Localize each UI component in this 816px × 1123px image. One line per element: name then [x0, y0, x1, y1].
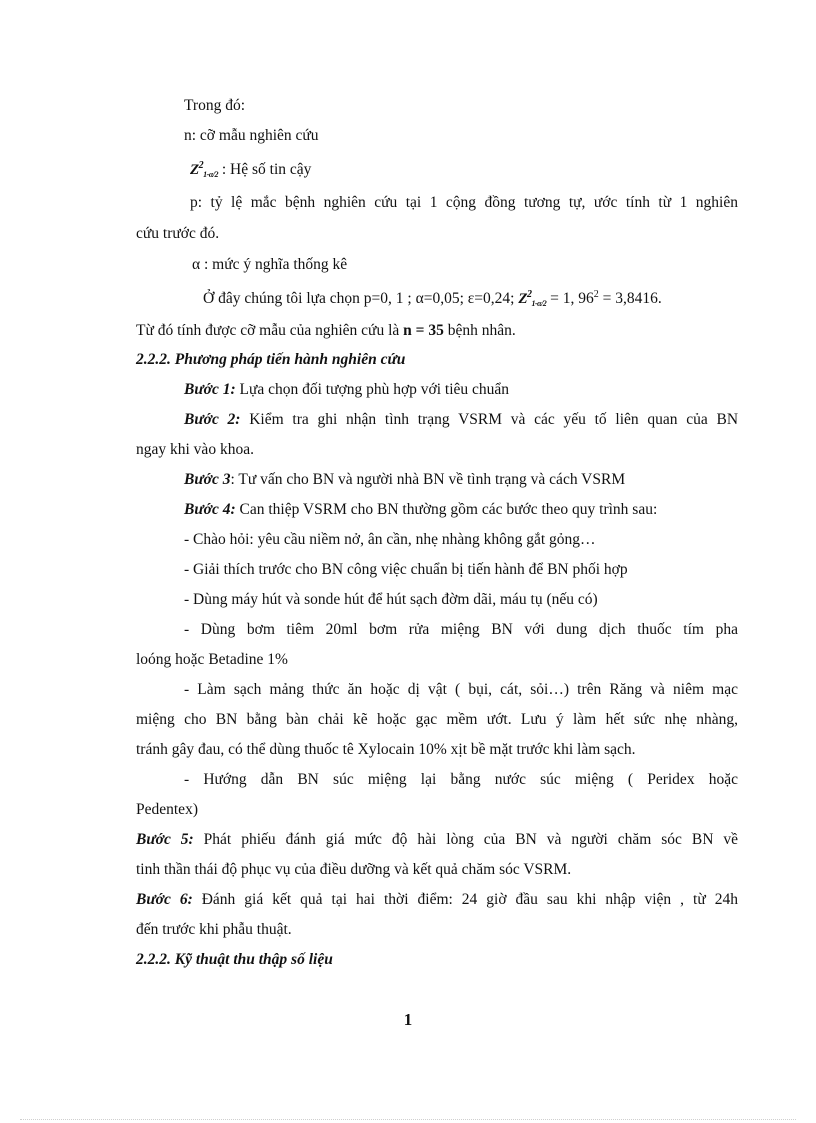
- section-heading-data-collection: 2.2.2. Kỹ thuật thu thập số liệu: [136, 951, 333, 968]
- step-2: Bước 2: Kiểm tra ghi nhận tình trạng VSRM và các yếu tố liên quan của BN: [184, 411, 739, 428]
- bullet-greeting: - Chào hỏi: yêu cầu niềm nở, ân cần, nhẹ nhàng không gắt gỏng…: [184, 531, 596, 548]
- sample-size-result: Từ đó tính được cỡ mẫu của nghiên cứu là n = 35 bệnh nhân.: [136, 322, 516, 339]
- z-formula: $Z^2_{1-\alpha/2}$: [190, 160, 218, 179]
- bullet-mouthwash: - Hướng dẫn BN súc miệng lại bằng nước súc miệng ( Peridex hoặc: [184, 771, 738, 788]
- page-number: 1: [403, 1010, 413, 1029]
- bullet-mouthwash-cont: Pedentex): [136, 801, 198, 818]
- step-2-cont: ngay khi vào khoa.: [136, 441, 254, 458]
- bullet-clean: - Làm sạch mảng thức ăn hoặc dị vật ( bụi, cát, sỏi…) trên Răng và niêm mạc: [184, 681, 738, 698]
- bullet-rinse: - Dùng bơm tiêm 20ml bơm rửa miệng BN với dung dịch thuốc tím pha: [184, 621, 738, 638]
- definition-p-cont: cứu trước đó.: [136, 225, 220, 242]
- bullet-clean-cont-1: miệng cho BN bằng bàn chải kẽ hoặc gạc mềm ướt. Lưu ý làm hết sức nhẹ nhàng,: [136, 711, 738, 728]
- step-3: Bước 3: Tư vấn cho BN và người nhà BN về tình trạng và cách VSRM: [184, 471, 626, 488]
- section-heading-method: 2.2.2. Phương pháp tiến hành nghiên cứu: [136, 351, 406, 368]
- step-1: Bước 1: Lựa chọn đối tượng phù hợp với tiêu chuẩn: [184, 381, 510, 398]
- bullet-rinse-cont: loóng hoặc Betadine 1%: [136, 651, 288, 668]
- z-formula-2: $Z^2_{1-\alpha/2}$: [518, 289, 547, 309]
- footer-divider: [20, 1119, 796, 1120]
- intro-text: Trong đó:: [184, 97, 246, 114]
- parameter-choice: Ở đây chúng tôi lựa chọn p=0, 1 ; α=0,05; ε=0,24; $Z^2_{1-\alpha/2} = 1$, $96^2 = 3,8416$.: [203, 289, 662, 309]
- bullet-clean-cont-2: tránh gây đau, có thể dùng thuốc tê Xylocain 10% xịt bề mặt trước khi làm sạch.: [136, 741, 636, 758]
- bullet-suction: - Dùng máy hút và sonde hút để hút sạch đờm dãi, máu tụ (nếu có): [184, 591, 598, 608]
- step-6: Bước 6: Đánh giá kết quả tại hai thời điểm: 24 giờ đầu sau khi nhập viện , từ 24h: [136, 891, 738, 908]
- step-5: Bước 5: Phát phiếu đánh giá mức độ hài lòng của BN và người chăm sóc BN về: [136, 831, 738, 848]
- step-6-cont: đến trước khi phẫu thuật.: [136, 921, 292, 938]
- definition-alpha: α : mức ý nghĩa thống kê: [192, 256, 348, 273]
- bullet-explain: - Giải thích trước cho BN công việc chuẩn bị tiến hành để BN phối hợp: [184, 561, 628, 578]
- step-4: Bước 4: Can thiệp VSRM cho BN thường gồm các bước theo quy trình sau:: [184, 501, 658, 518]
- step-5-cont: tinh thần thái độ phục vụ của điều dưỡng và kết quả chăm sóc VSRM.: [136, 861, 572, 878]
- definition-p: p: tỷ lệ mắc bệnh nghiên cứu tại 1 cộng đồng tương tự, ước tính từ 1 nghiên: [190, 194, 738, 211]
- definition-n: n: cỡ mẫu nghiên cứu: [184, 127, 319, 144]
- definition-z: $Z^2_{1-\alpha/2}$ : Hệ số tin cậy: [190, 160, 312, 179]
